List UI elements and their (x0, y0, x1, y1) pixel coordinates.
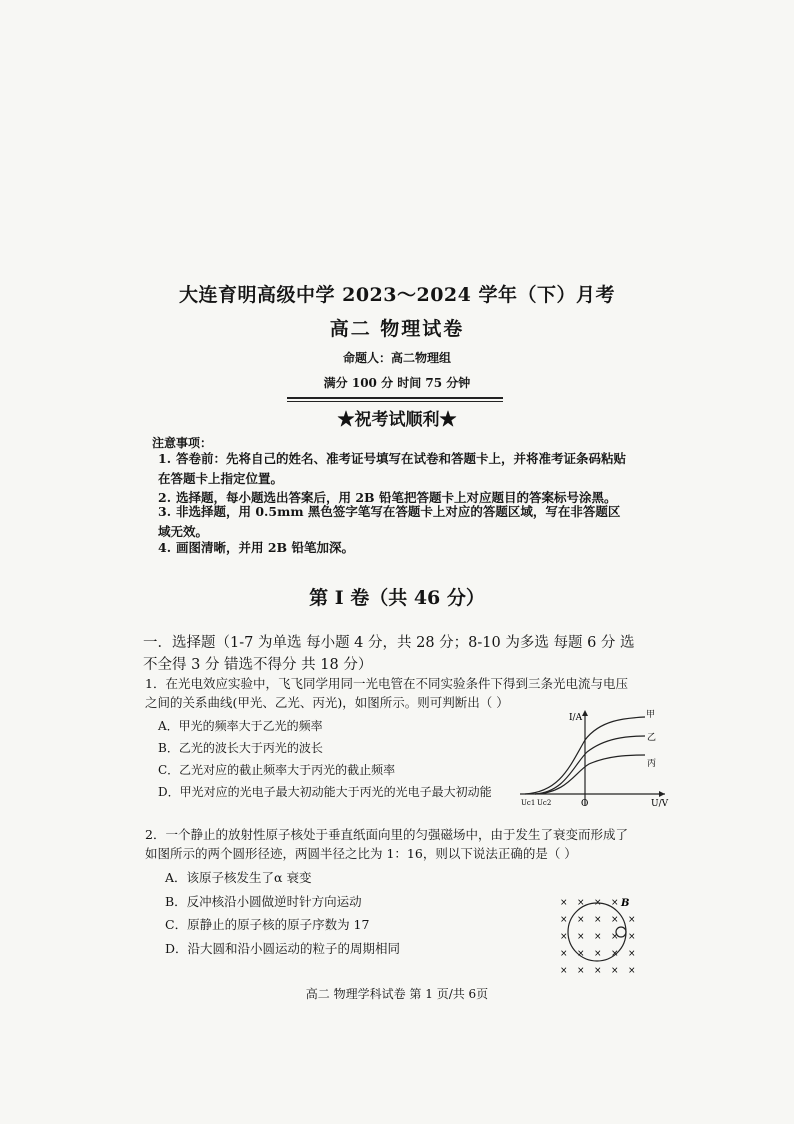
exam-author: 命题人：高二物理组 (342, 351, 451, 365)
field-cross-icon: × (611, 966, 619, 976)
field-cross-icon: × (577, 898, 585, 908)
notice-item-text: 答卷前：先将自己的姓名、准考证号填写在试卷和答题卡上，并将准考证条码粘贴在答题卡上指定位置。 (158, 451, 627, 486)
notice-item-number: 1. (158, 451, 172, 466)
field-cross-icon: × (577, 966, 585, 976)
notice-item-number: 4. (158, 540, 172, 555)
curve-jia-label: 甲 (646, 710, 656, 720)
notice-heading: 注意事项： (152, 436, 213, 450)
score-and-time: 满分 100 分 时间 75 分钟 (323, 376, 471, 390)
question-1-option-b: B．乙光的波长大于丙光的波长 (158, 741, 323, 755)
y-axis-arrow-icon (582, 710, 588, 716)
field-cross-icon: × (594, 932, 602, 942)
curve-yi-label: 乙 (647, 733, 657, 743)
field-cross-icon: × (594, 949, 602, 959)
field-cross-icon: × (577, 949, 585, 959)
field-cross-icon: × (577, 915, 585, 925)
field-cross-icon: × (628, 966, 636, 976)
question-2-option-c: C．原静止的原子核的原子序数为 17 (165, 917, 370, 932)
question-1-option-a: A．甲光的频率大于乙光的频率 (158, 719, 323, 733)
field-cross-icon: × (611, 949, 619, 959)
field-b-label: B (621, 898, 630, 909)
question-2-option-b: B．反冲核沿小圆做逆时针方向运动 (165, 894, 362, 909)
field-cross-icon: × (611, 898, 619, 908)
blessing-banner: ★祝考试顺利★ (337, 410, 457, 430)
question-1-option-c: C．乙光对应的截止频率大于丙光的截止频率 (158, 763, 396, 777)
uc2-label: Uc2 (537, 799, 552, 807)
field-cross-icon: × (560, 949, 568, 959)
uc1-label: Uc1 (521, 799, 536, 807)
header-rule-thick (287, 397, 503, 399)
question-1-option-d: D．甲光对应的光电子最大初动能大于丙光的光电子最大初动能 (158, 785, 492, 799)
notice-item-text: 画图清晰，并用 2B 铅笔加深。 (176, 540, 354, 555)
notice-item (158, 502, 628, 542)
page-footer: 高二 物理学科试卷 第 1 页/共 6页 (305, 987, 489, 1001)
notice-item-text: 选择题，每小题选出答案后，用 2B 铅笔把答题卡上对应题目的答案标号涂黑。 (176, 490, 617, 505)
question-2-option-a: A．该原子核发生了α 衰变 (165, 870, 312, 885)
curve-bing (535, 755, 645, 794)
field-cross-icon: × (594, 966, 602, 976)
question-2-option-d: D．沿大圆和沿小圆运动的粒子的周期相同 (165, 941, 401, 956)
field-cross-icon: × (628, 932, 636, 942)
notice-item-number: 2. (158, 490, 172, 505)
notice-item (158, 449, 628, 489)
header-rule-thin (287, 401, 503, 402)
field-cross-icon: × (560, 932, 568, 942)
field-cross-icon: × (577, 932, 585, 942)
field-cross-icon: × (560, 915, 568, 925)
x-axis-label: U/V (651, 799, 669, 809)
field-cross-icon: × (628, 915, 636, 925)
photoelectric-iv-graph (515, 706, 670, 810)
exam-title: 大连育明高级中学 2023～2024 学年（下）月考 (179, 284, 615, 306)
exam-subtitle: 高二 物理试卷 (329, 318, 465, 340)
curve-bing-label: 丙 (647, 759, 657, 769)
field-cross-icon: × (628, 949, 636, 959)
question-1-stem: 1．在光电效应实验中，飞飞同学用同一光电管在不同实验条件下得到三条光电流与电压之间的关系曲线(甲光、乙光、丙光)，如图所示。则可判断出（ ） (145, 676, 628, 710)
notice-item-text: 非选择题，用 0.5mm 黑色签字笔写在答题卡上对应的答题区域，写在非答题区域无效。 (158, 504, 621, 539)
y-axis-label: I/A (569, 713, 583, 723)
field-cross-icon: × (594, 898, 602, 908)
question-2-stem: 2．一个静止的放射性原子核处于垂直纸面向里的匀强磁场中，由于发生了衰变而形成了如图所示的两个圆形径迹，两圆半径之比为 1：16，则以下说法正确的是（ ） (145, 827, 628, 861)
field-cross-icon: × (594, 915, 602, 925)
field-cross-icon: × (560, 898, 568, 908)
field-cross-icon: × (560, 966, 568, 976)
section-heading: 一．选择题（1-7 为单选 每小题 4 分，共 28 分；8-10 为多选 每题 6 分 选不全得 3 分 错选不得分 共 18 分） (143, 635, 635, 673)
volume-title: 第 I 卷（共 46 分） (309, 587, 485, 609)
notice-item (158, 538, 628, 558)
magnetic-field-diagram (545, 888, 645, 978)
field-cross-icon: × (611, 932, 619, 942)
x-axis-arrow-icon (659, 791, 665, 797)
field-cross-icon: × (611, 915, 619, 925)
field-crosses (560, 898, 636, 976)
origin-label: O (581, 799, 589, 809)
notice-item-number: 3. (158, 504, 172, 519)
